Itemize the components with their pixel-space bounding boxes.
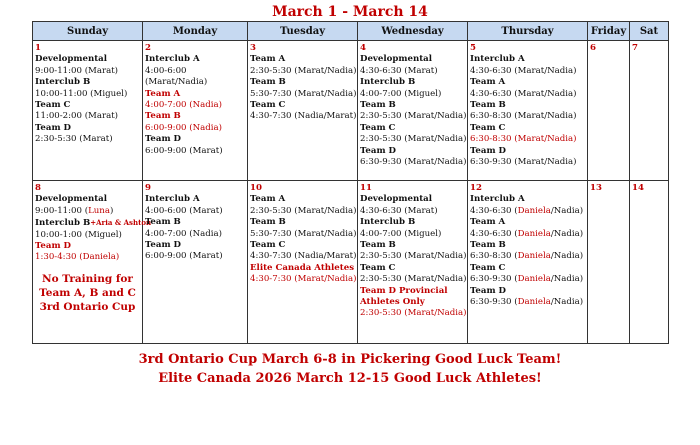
session-time: 9:00-11:00 (Marat) — [35, 65, 119, 76]
extra-athletes: +Aria & Ashton — [90, 218, 152, 228]
time-text: /Nadia) — [550, 205, 584, 216]
day-cell-mar-4 — [358, 41, 468, 181]
session-time: 1:30-4:30 (Daniela) — [35, 252, 120, 263]
session-time: 4:00-6:00 (Marat) — [145, 205, 223, 216]
time-text: 9:00-11:00 ( — [35, 205, 89, 216]
week-row-2 — [33, 181, 669, 344]
session-group: Team B — [470, 240, 506, 251]
session-time — [470, 297, 585, 308]
session-time: 4:30-7:30 (Nadia/Marat) — [250, 111, 357, 122]
session-time: 2:30-5:30 (Marat/Nadia) — [360, 134, 467, 145]
session-group: Team D Provincial — [360, 285, 448, 296]
session-group: Interclub A — [145, 54, 200, 65]
date-number: 9 — [145, 183, 151, 193]
session-group: Developmental — [360, 54, 432, 65]
session-group: Team B — [360, 100, 396, 111]
day-cell-mar-11 — [358, 181, 468, 344]
time-text: 4:30-6:30 ( — [470, 205, 518, 216]
session-group: Team D — [470, 285, 506, 296]
date-number: 5 — [470, 43, 476, 53]
session-group: Interclub B — [35, 218, 91, 229]
session-group: Developmental — [35, 54, 107, 65]
date-number: 2 — [145, 43, 151, 53]
session-time: 5:30-7:30 (Marat/Nadia) — [250, 88, 357, 99]
time-text: 4:30-6:30 ( — [470, 228, 518, 239]
session-group: Team D — [35, 122, 71, 133]
session-time: 2:30-5:30 (Marat/Nadia) — [360, 111, 467, 122]
session-group: Team B — [145, 111, 181, 122]
coach-name: Daniela — [517, 205, 551, 216]
date-number: 6 — [590, 43, 596, 53]
day-cell-mar-8 — [33, 181, 152, 344]
session-group: Interclub B — [35, 77, 91, 88]
session-time: 2:30-5:30 (Marat) — [35, 134, 113, 145]
session-time: 6:30-8:30 (Marat/Nadia) — [470, 111, 577, 122]
session-group: Athletes Only — [360, 297, 425, 308]
session-time: 10:00-11:00 (Miguel) — [35, 88, 128, 99]
day-cell-mar-10 — [248, 181, 358, 344]
date-number: 7 — [632, 43, 638, 53]
session-group: Team B — [250, 77, 286, 88]
session-time — [470, 206, 585, 217]
session-time: 10:00-1:00 (Miguel) — [35, 229, 122, 240]
session-time: 6:30-9:30 (Marat/Nadia) — [360, 157, 467, 168]
date-number: 8 — [35, 183, 41, 193]
day-cell-mar-7 — [630, 41, 669, 181]
day-cell-mar-9 — [143, 181, 248, 344]
session-group: Team D — [145, 240, 181, 251]
weekday-header-row — [33, 22, 669, 41]
footer-line-ontario-cup: 3rd Ontario Cup March 6-8 in Pickering Good Luck Team! — [138, 352, 562, 367]
session-coach: (Marat/Nadia) — [145, 77, 208, 88]
session-group: Team D — [360, 145, 396, 156]
time-text: /Nadia) — [550, 274, 584, 285]
date-number: 1 — [35, 43, 41, 53]
coach-name: Daniela — [517, 228, 551, 239]
date-number: 13 — [590, 183, 602, 193]
note-line: No Training for — [42, 272, 133, 285]
header-friday: Friday — [588, 22, 630, 41]
session-group: Team D — [35, 241, 71, 252]
session-time: 11:00-2:00 (Marat) — [35, 111, 119, 122]
note-line: 3rd Ontario Cup — [39, 300, 136, 313]
session-time: 4:00-7:00 (Nadia) — [145, 228, 222, 239]
time-text: 6:30-9:30 ( — [470, 297, 518, 308]
session-time — [470, 251, 585, 262]
session-time: 4:30-7:30 (Nadia/Marat) — [250, 251, 357, 262]
day-cell-mar-2 — [143, 41, 248, 181]
session-time: 4:00-7:00 (Miguel) — [360, 228, 442, 239]
session-time — [35, 206, 140, 217]
session-group: Interclub A — [145, 194, 200, 205]
session-group: Team A — [145, 88, 181, 99]
session-time: 4:00-7:00 (Miguel) — [360, 88, 442, 99]
session-time — [470, 274, 585, 285]
session-time: 5:30-7:30 (Marat/Nadia) — [250, 228, 357, 239]
session-time: 6:00-9:00 (Marat) — [145, 251, 223, 262]
session-group-line — [35, 217, 152, 229]
day-cell-mar-14 — [630, 181, 669, 344]
day-cell-mar-5 — [468, 41, 588, 181]
week-row-1 — [33, 41, 669, 181]
header-monday: Monday — [143, 22, 248, 41]
header-thursday: Thursday — [468, 22, 588, 41]
day-cell-mar-1 — [33, 41, 143, 181]
day-cell-mar-6 — [588, 41, 630, 181]
header-saturday: Sat — [630, 22, 669, 41]
date-number: 12 — [470, 183, 482, 193]
session-time: 2:30-5:30 (Marat/Nadia) — [360, 308, 467, 319]
session-time: 2:30-5:30 (Marat/Nadia) — [360, 274, 467, 285]
day-cell-mar-3 — [248, 41, 358, 181]
session-group: Team C — [360, 122, 396, 133]
session-time: 4:30-6:30 (Marat) — [360, 65, 438, 76]
session-group: Team C — [35, 100, 71, 111]
session-group: Developmental — [35, 194, 107, 205]
date-number: 4 — [360, 43, 366, 53]
session-group: Team A — [470, 217, 506, 228]
session-group: Interclub B — [360, 77, 416, 88]
session-time — [470, 229, 585, 240]
session-time: 4:00-6:00 — [145, 65, 187, 76]
session-group: Team A — [250, 54, 286, 65]
session-group: Interclub A — [470, 194, 525, 205]
session-group: Team D — [145, 134, 181, 145]
day-cell-mar-12 — [468, 181, 588, 344]
session-time: 4:00-7:00 (Nadia) — [145, 100, 222, 111]
note-line: Team A, B and C — [39, 286, 136, 299]
time-text: 6:30-8:30 ( — [470, 251, 518, 262]
date-number: 3 — [250, 43, 256, 53]
session-group: Team A — [250, 194, 286, 205]
coach-name: Daniela — [517, 251, 551, 262]
session-time: 2:30-5:30 (Marat/Nadia) — [250, 205, 357, 216]
session-group: Team A — [470, 77, 506, 88]
header-wednesday: Wednesday — [358, 22, 468, 41]
no-training-note — [35, 272, 140, 314]
session-group: Team B — [360, 240, 396, 251]
coach-name: Daniela — [517, 297, 551, 308]
session-group: Team B — [145, 217, 181, 228]
session-time: 4:30-6:30 (Marat/Nadia) — [470, 88, 577, 99]
session-time: 4:30-6:30 (Marat/Nadia) — [470, 65, 577, 76]
session-time: 6:30-8:30 (Marat/Nadia) — [470, 134, 577, 145]
schedule-title: March 1 - March 14 — [272, 4, 428, 20]
session-time: 6:00-9:00 (Marat) — [145, 145, 223, 156]
time-text: ) — [109, 205, 114, 216]
session-group: Team C — [250, 240, 286, 251]
session-group: Team C — [360, 262, 396, 273]
session-time: 2:30-5:30 (Marat/Nadia) — [250, 65, 357, 76]
session-group: Team B — [470, 100, 506, 111]
session-time: 6:30-9:30 (Marat/Nadia) — [470, 157, 577, 168]
footer-line-elite-canada: Elite Canada 2026 March 12-15 Good Luck Athletes! — [158, 371, 542, 386]
date-number: 11 — [360, 183, 372, 193]
session-group: Team B — [250, 217, 286, 228]
session-group: Team C — [470, 262, 506, 273]
session-group: Team C — [250, 100, 286, 111]
session-time: 4:30-7:30 (Marat/Nadia) — [250, 274, 357, 285]
session-time: 4:30-6:30 (Marat) — [360, 205, 438, 216]
session-group: Team C — [470, 122, 506, 133]
session-group: Elite Canada Athletes — [250, 262, 355, 273]
calendar-table — [32, 21, 669, 344]
header-sunday: Sunday — [33, 22, 143, 41]
time-text: /Nadia) — [550, 251, 584, 262]
header-tuesday: Tuesday — [248, 22, 358, 41]
date-number: 14 — [632, 183, 644, 193]
day-cell-mar-13 — [588, 181, 630, 344]
time-text: 6:30-9:30 ( — [470, 274, 518, 285]
session-group: Developmental — [360, 194, 432, 205]
session-time: 2:30-5:30 (Marat/Nadia) — [360, 251, 467, 262]
session-group: Interclub A — [470, 54, 525, 65]
session-time: 6:00-9:00 (Nadia) — [145, 122, 222, 133]
session-group: Interclub B — [360, 217, 416, 228]
date-number: 10 — [250, 183, 262, 193]
coach-name: Luna — [88, 205, 110, 216]
time-text: /Nadia) — [550, 228, 584, 239]
session-group: Team D — [470, 145, 506, 156]
time-text: /Nadia) — [550, 297, 584, 308]
coach-name: Daniela — [517, 274, 551, 285]
